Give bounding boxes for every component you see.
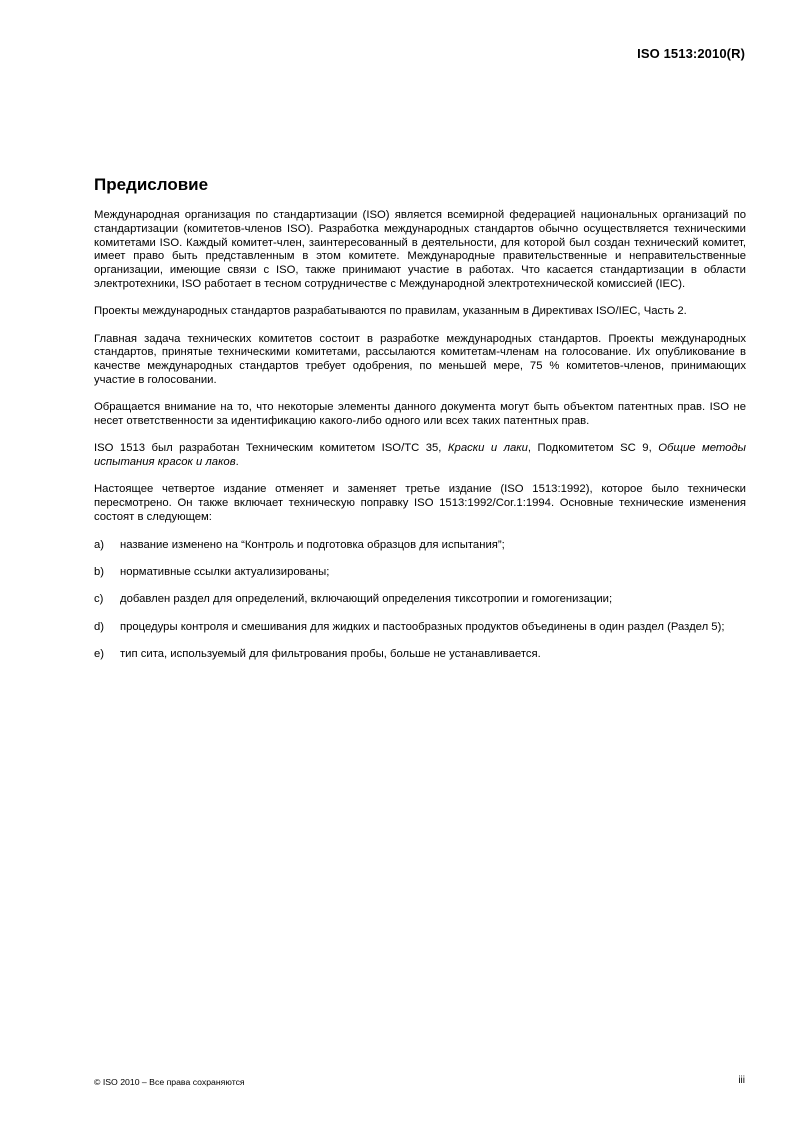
committee-text-1: ISO 1513 был разработан Техническим комитетом ISO/TC 35, [94,442,448,455]
list-item [94,566,746,580]
list-marker: a) [94,538,105,551]
list-item-text: добавлен раздел для определений, включающий определения тиксотропии и гомогенизации; [120,593,613,606]
list-item-text: название изменено на “Контроль и подготовка образцов для испытания”; [120,538,505,551]
changes-list [94,539,746,662]
list-item [94,621,746,635]
list-marker: b) [94,566,105,579]
footer-page-number: iii [738,1075,745,1086]
paragraph-edition: Настоящее четвертое издание отменяет и заменяет третье издание (ISO 1513:1992), которое было технически пересмотрено. Он также включает техническую поправку ISO 1513:1992/Cor.1:1994. Основные технические изменения состоят в следующем: [94,483,746,524]
paragraph-main-task: Главная задача технических комитетов состоит в разработке международных стандартов. Проекты международных стандартов, принятые техническими комитетами, рассылаются комитетам-членам на голосование. Их опубликование в качестве международных стандартов требует одобрения, по меньшей мере, 75 % комитетов-членов, принимающих участие в голосовании. [94,332,746,386]
list-item-text: процедуры контроля и смешивания для жидких и пастообразных продуктов объединены в один раздел (Раздел 5); [120,620,725,633]
page-title: Предисловие [94,175,209,194]
foreword-body [94,209,746,675]
paragraph-directives: Проекты международных стандартов разрабатываются по правилам, указанным в Директивах ISO/IEC, Часть 2. [94,305,687,318]
subcommittee-name: Общие методы испытания красок и лаков [94,442,746,469]
list-item [94,593,746,607]
list-item [94,648,746,662]
list-marker: d) [94,620,105,633]
list-item-text: нормативные ссылки актуализированы; [120,566,330,579]
list-marker: e) [94,648,105,661]
committee-name: Краски и лаки [447,442,528,455]
list-item-text: тип сита, используемый для фильтрования пробы, больше не устанавливается. [120,648,541,661]
page-header-code: ISO 1513:2010(R) [637,46,745,61]
committee-text-2: , Подкомитетом SC 9, [527,442,659,455]
paragraph-iso-intro: Международная организация по стандартизации (ISO) является всемирной федерацией национальных организаций по стандартизации (комитетов-членов ISO). Разработка международных стандартов обычно осуществляется техническими комитетами ISO. Каждый комитет-член, заинтересованный в деятельности, для которой был создан технический комитет, имеет право быть представленным в этом комитете. Международные правительственные и неправительственные организации, имеющие связи с ISO, также принимают участие в работах. Что касается стандартизации в области электротехники, ISO работает в тесном сотрудничестве с Международной электротехнической комиссией (IEC). [94,209,746,290]
paragraph-committee [94,442,746,470]
list-marker: c) [94,593,104,606]
paragraph-patent-notice: Обращается внимание на то, что некоторые элементы данного документа могут быть объектом патентных прав. ISO не несет ответственности за идентификацию какого-либо одного или всех таких патентных прав. [94,401,746,428]
list-item [94,539,746,553]
committee-text-end: . [235,456,239,469]
footer-copyright: © ISO 2010 – Все права сохраняются [94,1077,245,1087]
